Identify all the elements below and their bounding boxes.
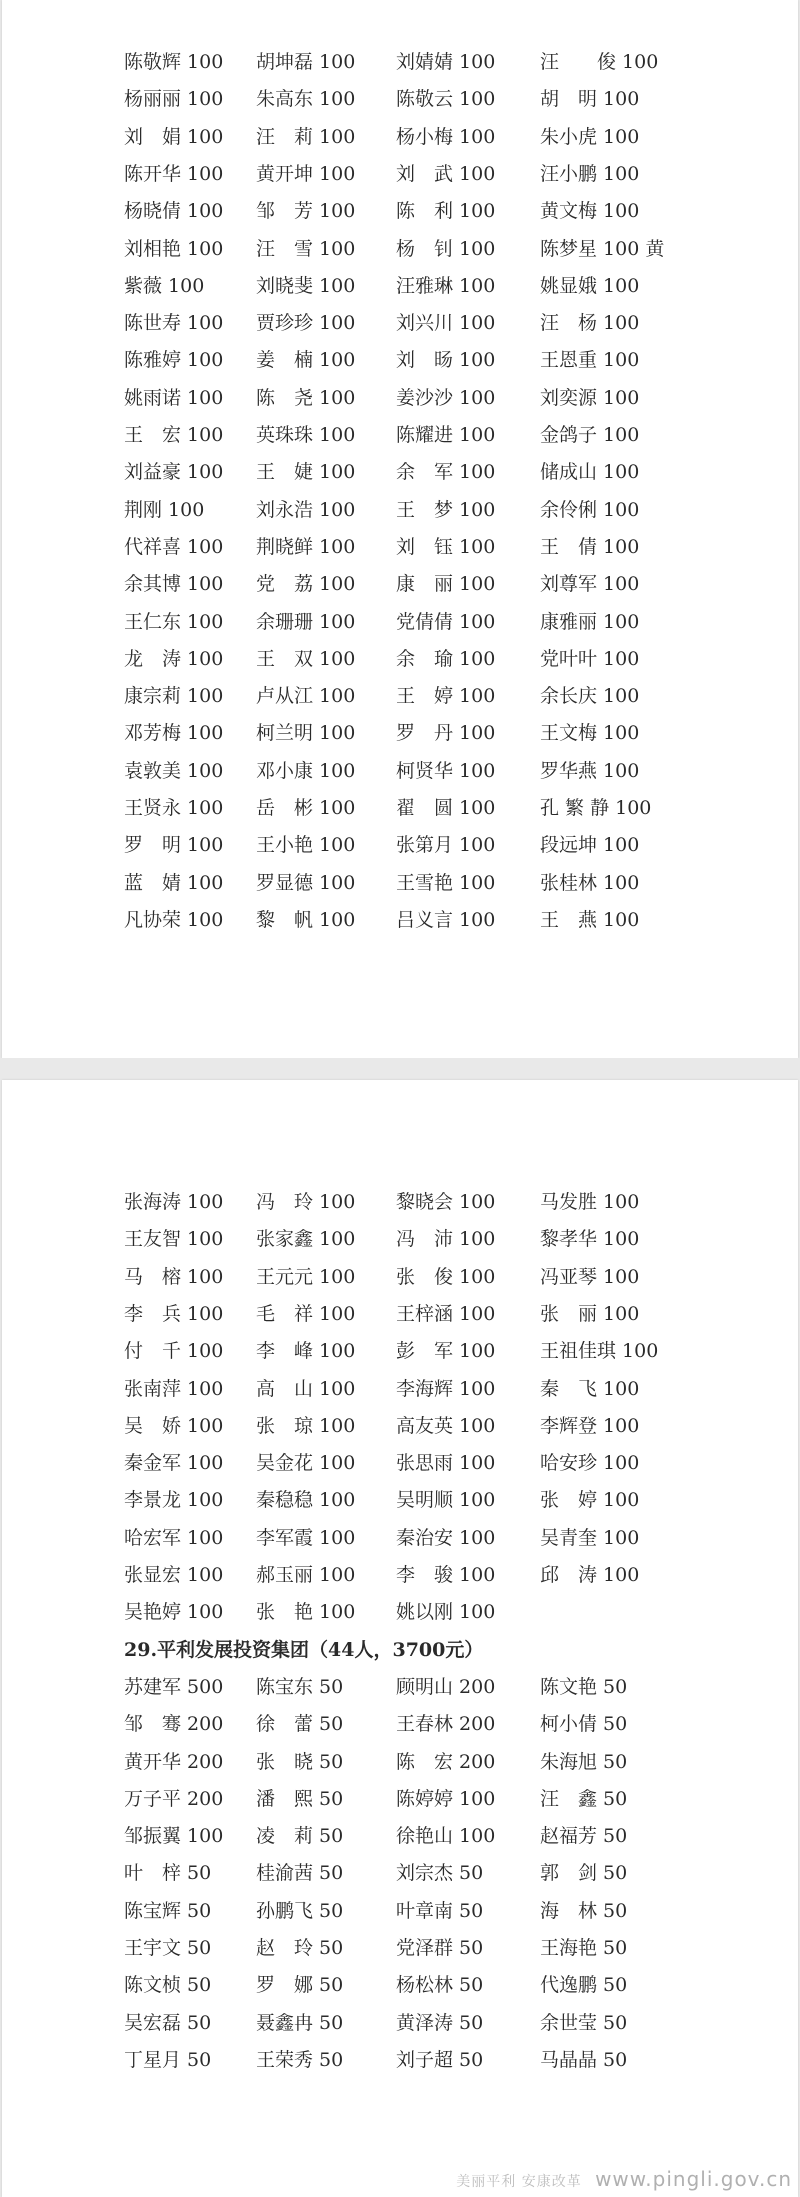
donor-entry: 紫薇 100 [124,274,205,297]
donor-entry: 黄开坤 100 [256,162,356,185]
donor-entry: 王元元 100 [256,1265,356,1288]
list-row [2,1970,798,2000]
donor-entry: 王 宏 100 [124,424,224,446]
donor-entry: 王 婕 100 [256,461,356,484]
donor-entry: 胡 明 100 [540,88,640,111]
donor-entry: 王小艳 100 [256,834,356,857]
donor-entry: 黄泽涛 50 [396,2011,484,2034]
donor-entry: 徐艳山 100 [396,1825,496,1848]
list-row [2,1858,798,1888]
donor-entry: 余其博 100 [124,573,224,596]
list-row [2,1933,798,1963]
list-row [2,718,798,748]
donor-entry: 汪 俊 100 [540,51,659,73]
donor-entry: 万子平 200 [124,1787,224,1810]
donor-entry: 陈世寿 100 [124,312,224,335]
donor-entry: 张 琼 100 [256,1414,356,1437]
donor-entry: 刘相艳 100 [124,237,224,260]
watermark [456,2167,792,2191]
list-row [2,1336,798,1366]
list-row [2,1560,798,1590]
donor-entry: 张 丽 100 [540,1302,640,1325]
donor-entry: 卢从江 100 [256,685,356,708]
donor-entry: 王宇文 50 [124,1937,212,1959]
donor-entry: 金鸽子 100 [540,424,640,446]
donor-entry: 张 俊 100 [396,1265,496,1288]
list-row [2,308,798,338]
list-row [2,644,798,674]
list-row [2,1448,798,1478]
donor-entry: 汪小鹏 100 [540,162,640,185]
donor-entry: 顾明山 200 [396,1675,496,1698]
donor-entry: 赵 玲 50 [256,1937,344,1959]
donor-entry: 陈宝辉 50 [124,1899,212,1922]
donor-entry: 汪 鑫 50 [540,1787,628,1810]
donor-entry: 党叶叶 100 [540,647,640,670]
donor-entry: 桂渝茜 50 [256,1862,344,1885]
donor-entry: 龙 涛 100 [124,647,224,670]
donor-entry: 汪雅琳 100 [396,274,496,297]
donor-entry: 冯 沛 100 [396,1228,496,1251]
donor-entry: 邓芳梅 100 [124,722,224,745]
list-row [2,234,798,264]
donor-entry: 马 榕 100 [124,1265,224,1288]
donor-entry: 刘尊军 100 [540,573,640,596]
watermark-slogan: 美丽平利 安康改革 [456,2174,582,2190]
list-row [2,383,798,413]
donor-entry: 李辉登 100 [540,1414,640,1437]
list-row [2,1523,798,1553]
donor-entry: 李景龙 100 [124,1489,224,1512]
donor-entry: 张南萍 100 [124,1377,224,1400]
list-row [2,756,798,786]
donor-entry: 黎孝华 100 [540,1228,640,1251]
donor-entry: 刘益豪 100 [124,461,224,484]
donor-entry: 王 双 100 [256,647,356,670]
donor-entry: 姜沙沙 100 [396,386,496,409]
list-row [2,1224,798,1254]
donor-entry: 王春林 200 [396,1713,496,1736]
donor-entry: 朱海旭 50 [540,1750,628,1773]
list-row [2,607,798,637]
list-row [2,1374,798,1404]
donor-entry: 荆晓鲜 100 [256,535,356,558]
donor-entry: 袁敦美 100 [124,759,224,782]
donor-entry: 海 林 50 [540,1899,628,1922]
document-page-2 [2,1080,798,2197]
donor-entry: 贾珍珍 100 [256,312,356,335]
donor-entry: 孔 繁 静 100 [540,797,652,819]
donor-entry: 代逸鹏 50 [540,1974,628,1997]
donor-entry: 罗 娜 50 [256,1974,344,1997]
donor-entry: 邹 芳 100 [256,200,356,223]
donor-entry: 康宗莉 100 [124,685,224,708]
donor-entry: 王 倩 100 [540,535,640,558]
donor-entry: 邹 骞 200 [124,1713,224,1736]
donor-entry: 马晶晶 50 [540,2048,628,2071]
document-page-1 [2,0,798,1058]
donor-entry: 黎 帆 100 [256,908,356,931]
donor-entry: 朱高东 100 [256,88,356,111]
donor-entry: 杨小梅 100 [396,125,496,148]
list-row [2,495,798,525]
donor-entry: 陈敬辉 100 [124,51,224,73]
donor-entry: 陈敬云 100 [396,88,496,111]
list-row [2,1747,798,1777]
list-row [2,1896,798,1926]
donor-entry: 党 荔 100 [256,573,356,596]
donor-entry: 陈雅婷 100 [124,349,224,372]
donor-entry: 陈婷婷 100 [396,1787,496,1810]
donor-entry: 杨晓倩 100 [124,200,224,223]
donor-entry: 徐 蕾 50 [256,1713,344,1736]
donor-entry: 余 军 100 [396,461,496,484]
donor-entry: 冯亚琴 100 [540,1265,640,1288]
donor-entry: 刘 钰 100 [396,535,496,558]
donor-entry: 荆刚 100 [124,498,205,521]
donor-entry: 叶章南 50 [396,1899,484,1922]
donor-entry: 刘 武 100 [396,162,496,185]
donor-entry: 赵福芳 50 [540,1825,628,1848]
donor-entry: 哈宏军 100 [124,1526,224,1549]
list-row [2,2008,798,2038]
donor-entry: 党泽群 50 [396,1937,484,1959]
donor-entry: 朱小虎 100 [540,125,640,148]
list-row [2,1187,798,1217]
donor-entry: 李军霞 100 [256,1526,356,1549]
donor-entry: 刘婧婧 100 [396,51,496,73]
donor-entry: 李 峰 100 [256,1340,356,1363]
donor-entry: 英珠珠 100 [256,424,356,446]
list-row [2,159,798,189]
donor-entry: 邓小康 100 [256,759,356,782]
list-row [2,271,798,301]
donor-entry: 柯兰明 100 [256,722,356,745]
donor-entry: 张桂林 100 [540,871,640,894]
donor-entry: 康 丽 100 [396,573,496,596]
donor-entry: 高 山 100 [256,1377,356,1400]
donor-entry: 孙鹏飞 50 [256,1899,344,1922]
donor-entry: 刘子超 50 [396,2048,484,2071]
donor-entry: 潘 熙 50 [256,1787,344,1810]
donor-entry: 邹振翼 100 [124,1825,224,1848]
donor-entry: 王恩重 100 [540,349,640,372]
list-row [2,1672,798,1702]
donor-entry: 吴金花 100 [256,1452,356,1475]
donor-entry: 王祖佳琪 100 [540,1340,659,1363]
donor-entry: 罗 丹 100 [396,722,496,745]
donor-entry: 王梓涵 100 [396,1302,496,1325]
donor-entry: 陈梦星 100 黄 [540,237,665,260]
list-row [2,830,798,860]
donor-entry: 王雪艳 100 [396,871,496,894]
list-row [2,2045,798,2075]
donor-entry: 吴明顺 100 [396,1489,496,1512]
donor-entry: 马发胜 100 [540,1191,640,1213]
donor-entry: 叶 梓 50 [124,1862,212,1885]
donor-entry: 陈文艳 50 [540,1675,628,1698]
list-row [2,1299,798,1329]
section-heading: 29.平利发展投资集团（44人，3700元） [124,1638,484,1661]
donor-entry: 余 瑜 100 [396,647,496,670]
donor-entry: 李 骏 100 [396,1564,496,1586]
list-row [2,1262,798,1292]
donor-entry: 苏建军 500 [124,1675,224,1698]
list-row [2,1411,798,1441]
donor-entry: 罗显德 100 [256,871,356,894]
list-row [2,345,798,375]
list-row [2,47,798,77]
list-row [2,122,798,152]
donor-entry: 秦稳稳 100 [256,1489,356,1512]
donor-entry: 毛 祥 100 [256,1302,356,1325]
donor-entry: 张思雨 100 [396,1452,496,1475]
donor-entry: 陈 宏 200 [396,1750,496,1773]
donor-entry: 杨 钊 100 [396,237,496,260]
list-row [2,1709,798,1739]
donor-entry: 蓝 婧 100 [124,871,224,894]
donor-entry: 凡协荣 100 [124,908,224,931]
list-row [2,420,798,450]
donor-entry: 陈 尧 100 [256,386,356,409]
donor-entry: 党倩倩 100 [396,610,496,633]
donor-entry: 黎晓会 100 [396,1191,496,1213]
donor-entry: 陈耀进 100 [396,424,496,446]
donor-entry: 段远坤 100 [540,834,640,857]
list-row [2,532,798,562]
donor-entry: 凌 莉 50 [256,1825,344,1848]
list-row [2,457,798,487]
donor-entry: 姜 楠 100 [256,349,356,372]
donor-entry: 汪 雪 100 [256,237,356,260]
donor-entry: 彭 军 100 [396,1340,496,1363]
donor-entry: 汪 杨 100 [540,312,640,335]
donor-entry: 吕义言 100 [396,908,496,931]
list-row [2,196,798,226]
donor-entry: 储成山 100 [540,461,640,484]
donor-entry: 汪 莉 100 [256,125,356,148]
donor-entry: 罗 明 100 [124,834,224,857]
donor-entry: 黄文梅 100 [540,200,640,223]
donor-entry: 康雅丽 100 [540,610,640,633]
donor-entry: 王文梅 100 [540,722,640,745]
donor-entry: 王荣秀 50 [256,2048,344,2071]
donor-entry: 张 艳 100 [256,1601,356,1624]
donor-entry: 吴 娇 100 [124,1414,224,1437]
donor-entry: 余长庆 100 [540,685,640,708]
donor-entry: 余伶俐 100 [540,498,640,521]
donor-entry: 郝玉丽 100 [256,1564,356,1586]
donor-entry: 哈安珍 100 [540,1452,640,1475]
donor-entry: 陈 利 100 [396,200,496,223]
donor-entry: 吴艳婷 100 [124,1601,224,1624]
donor-entry: 王友智 100 [124,1228,224,1251]
donor-entry: 王贤永 100 [124,797,224,819]
donor-entry: 吴宏磊 50 [124,2011,212,2034]
donor-entry: 王海艳 50 [540,1937,628,1959]
donor-entry: 杨丽丽 100 [124,88,224,111]
list-row [2,868,798,898]
donor-entry: 张第月 100 [396,834,496,857]
donor-entry: 胡坤磊 100 [256,51,356,73]
list-row [2,905,798,935]
donor-entry: 岳 彬 100 [256,797,356,819]
donor-entry: 秦 飞 100 [540,1377,640,1400]
donor-entry: 邱 涛 100 [540,1564,640,1586]
donor-entry: 秦金军 100 [124,1452,224,1475]
donor-entry: 刘 旸 100 [396,349,496,372]
donor-entry: 陈文桢 50 [124,1974,212,1997]
list-row [2,793,798,823]
donor-entry: 柯贤华 100 [396,759,496,782]
donor-entry: 张 晓 50 [256,1750,344,1773]
list-row [2,1821,798,1851]
page-divider [0,1058,800,1080]
donor-entry: 罗华燕 100 [540,759,640,782]
donor-entry: 刘晓斐 100 [256,274,356,297]
donor-entry: 王 梦 100 [396,498,496,521]
donor-entry: 李海辉 100 [396,1377,496,1400]
donor-entry: 陈宝东 50 [256,1675,344,1698]
donor-entry: 张家鑫 100 [256,1228,356,1251]
donor-entry: 柯小倩 50 [540,1713,628,1736]
donor-entry: 姚雨诺 100 [124,386,224,409]
donor-entry: 郭 剑 50 [540,1862,628,1885]
donor-entry: 刘奕源 100 [540,386,640,409]
donor-entry: 余世莹 50 [540,2011,628,2034]
donor-entry: 陈开华 100 [124,162,224,185]
donor-entry: 代祥喜 100 [124,535,224,558]
donor-entry: 冯 玲 100 [256,1191,356,1213]
donor-entry: 姚以刚 100 [396,1601,496,1624]
donor-entry: 吴青奎 100 [540,1526,640,1549]
donor-entry: 刘 娟 100 [124,125,224,148]
donor-entry: 刘宗杰 50 [396,1862,484,1885]
donor-entry: 张显宏 100 [124,1564,224,1586]
donor-entry: 黄开华 200 [124,1750,224,1773]
list-row [2,1485,798,1515]
donor-entry: 刘永浩 100 [256,498,356,521]
donor-entry: 张海涛 100 [124,1191,224,1213]
donor-entry: 秦治安 100 [396,1526,496,1549]
donor-entry: 刘兴川 100 [396,312,496,335]
donor-entry: 付 千 100 [124,1340,224,1363]
donor-entry: 丁星月 50 [124,2048,212,2071]
donor-entry: 高友英 100 [396,1414,496,1437]
list-row [2,1784,798,1814]
donor-entry: 王 婷 100 [396,685,496,708]
list-row [2,569,798,599]
donor-entry: 李 兵 100 [124,1302,224,1325]
list-row [2,1597,798,1627]
donor-entry: 翟 圆 100 [396,797,496,819]
donor-entry: 王 燕 100 [540,908,640,931]
watermark-site: www.pingli.gov.cn [595,2167,792,2191]
donor-entry: 余珊珊 100 [256,610,356,633]
list-row [2,84,798,114]
donor-entry: 张 婷 100 [540,1489,640,1512]
donor-entry: 杨松林 50 [396,1974,484,1997]
donor-entry: 王仁东 100 [124,610,224,633]
list-row [2,681,798,711]
donor-entry: 姚显娥 100 [540,274,640,297]
donor-entry: 聂鑫冉 50 [256,2011,344,2034]
